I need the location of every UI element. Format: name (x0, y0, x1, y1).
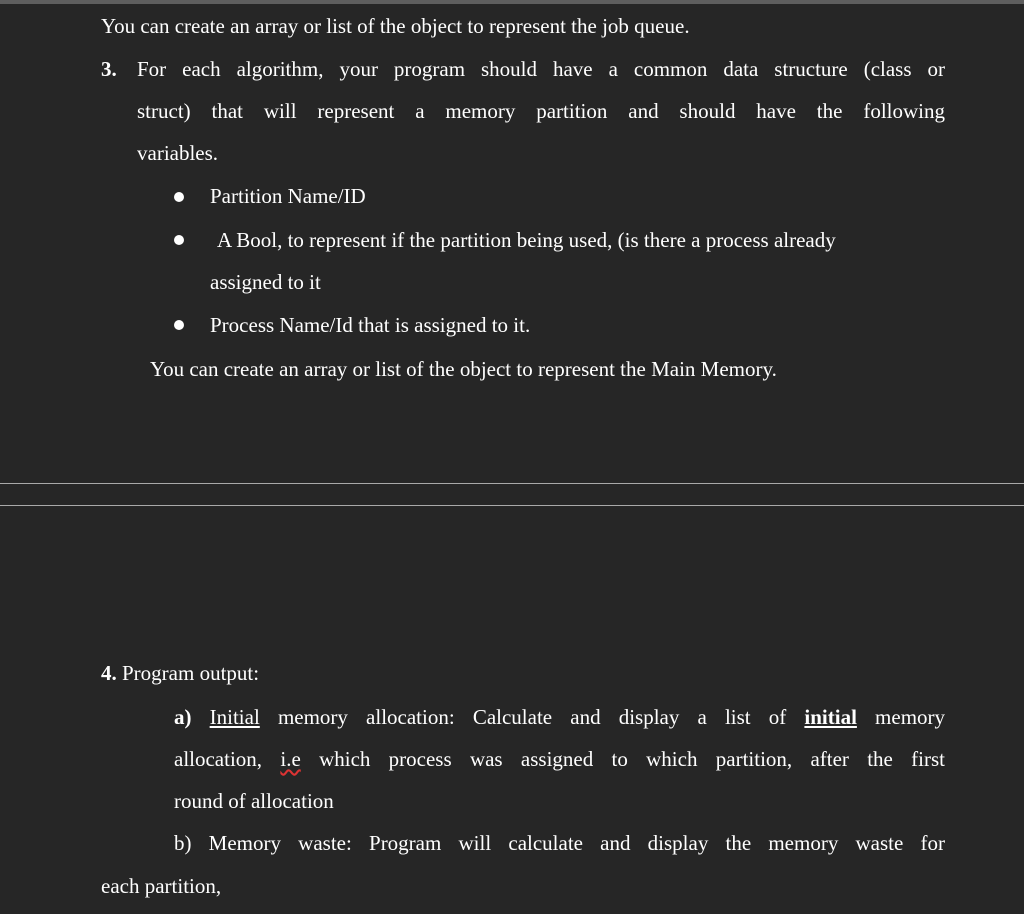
item4a-text: memory allocation: Calculate and display a list of (277, 705, 787, 729)
bullet-dot (174, 235, 184, 245)
item4-heading (101, 659, 259, 687)
bullet-process-name: Process Name/Id that is assigned to it. (210, 313, 531, 337)
item4b-line2: each partition, (101, 874, 222, 898)
item4a-line2-rest: which process was assigned to which partition, after the first (319, 747, 945, 771)
item4-title: Program output: (122, 661, 260, 685)
item3-line3: variables. (137, 141, 219, 165)
item3-closing: You can create an array or list of the object to represent the Main Memory. (150, 357, 777, 381)
item3-line1: For each algorithm, your program should have a common data structure (class or (137, 57, 945, 81)
item3-line2: struct) that will represent a memory partition and should have the following (137, 99, 945, 123)
item4-number: 4. (101, 661, 117, 685)
bullet-bool: A Bool, to represent if the partition being used, (is there a process already (217, 228, 836, 252)
item4a-bold-initial: initial (804, 705, 857, 729)
bullet-dot (174, 192, 184, 202)
item4b-line1: b) Memory waste: Program will calculate and display the memory waste for (174, 831, 945, 855)
item4a-text-after: memory (875, 705, 946, 729)
item4a-initial-word: Initial (209, 705, 260, 729)
item4a-label: a) (174, 705, 192, 729)
item4a-line3: round of allocation (174, 789, 334, 813)
intro-line: You can create an array or list of the object to represent the job queue. (101, 14, 690, 38)
item4a-line1 (174, 703, 945, 731)
item3-number: 3. (101, 57, 117, 81)
bullet-bool-continuation: assigned to it (210, 270, 321, 294)
top-border (0, 0, 1024, 4)
bullet-partition-name: Partition Name/ID (210, 184, 366, 208)
item4a-line2-prefix: allocation, (174, 747, 263, 771)
divider (0, 505, 1024, 506)
bullet-dot (174, 320, 184, 330)
divider (0, 483, 1024, 484)
item4a-ie: i.e (280, 747, 301, 771)
item4a-line2 (174, 745, 945, 773)
